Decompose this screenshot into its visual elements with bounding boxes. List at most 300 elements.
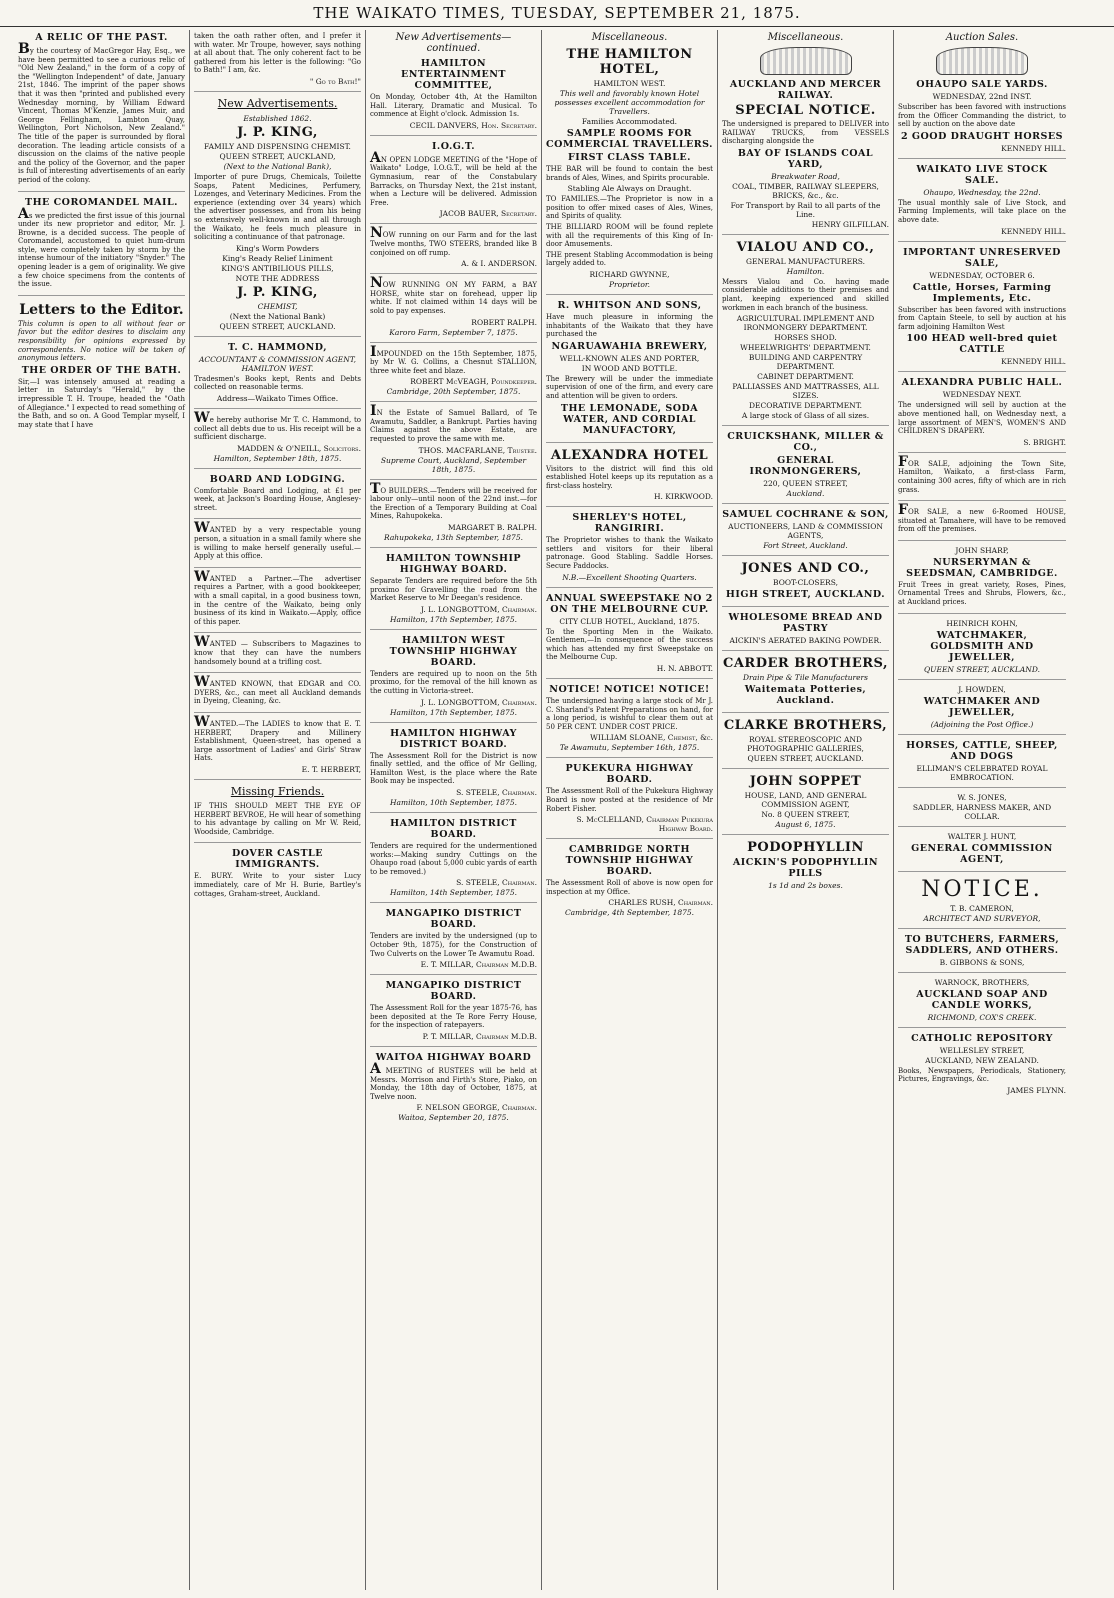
ad-body: WANTED KNOWN, that EDGAR and CO. DYERS, &c., can meet all Auckland demands in Dyeing, Cleaning, &c. bbox=[194, 674, 361, 706]
ad-intro: This well and favorably known Hotel possesses excellent accommodation for Travellers. bbox=[554, 89, 705, 116]
ad-ws-jones bbox=[898, 793, 1066, 827]
ad-date: Hamilton, September 18th, 1875. bbox=[213, 453, 342, 463]
ad-title: AUCKLAND AND MERCER RAILWAY. bbox=[729, 79, 882, 101]
ad-signature: P. T. MILLAR, Chairman M.D.B. bbox=[422, 1031, 537, 1041]
ad-dept: HORSES SHOD. bbox=[774, 333, 837, 343]
ad-line: SAMPLE ROOMS FOR COMMERCIAL TRAVELLERS. bbox=[546, 128, 713, 150]
ad-title: HEINRICH KOHN, bbox=[946, 618, 1018, 628]
ad-location: HAMILTON WEST. bbox=[593, 79, 666, 88]
ad-signature: ROBERT McVEAGH, Poundkeeper. bbox=[410, 377, 537, 387]
ad-title: NOTICE! NOTICE! NOTICE! bbox=[549, 684, 710, 696]
ad-date: WEDNESDAY, OCTOBER 6. bbox=[929, 270, 1035, 280]
ad-body: The usual monthly sale of Live Stock, and Farming Implements, will take place on the above date. bbox=[898, 198, 1066, 224]
ad-lot: 2 GOOD DRAUGHT HORSES bbox=[901, 130, 1063, 142]
ad-title: CATHOLIC REPOSITORY bbox=[911, 1032, 1053, 1044]
ad-date: Te Awamutu, September 16th, 1875. bbox=[559, 743, 700, 753]
ad-body: WANTED by a very respectable young person, a situation in a small family where she is willing to make herself generally useful.—Apply at this office. bbox=[194, 520, 361, 561]
ad-name: T. B. CAMERON, bbox=[950, 903, 1014, 913]
ad-body: WANTED.—The LADIES to know that E. T. HERBERT, Drapery and Millinery Establishment, Queen-street, has opened a large assortment of Ladies' and Girls' Straw Hats. bbox=[194, 713, 361, 763]
ad-signature: S. STEELE, Chairman. bbox=[456, 787, 537, 797]
ad-waitoa bbox=[370, 1052, 537, 1127]
ad-body: WANTED a Partner.—The advertiser requires a Partner, with a good bookkeeper, with a small capital, in a good business town, in the centre of the Waikato, being only business of its kind in Waikato.—Apply, office of this paper. bbox=[194, 568, 361, 626]
ad-body: The Assessment Roll for the year 1875-76, has been deposited at the Te Rore Ferry House, for the inspection of ratepayers. bbox=[370, 1004, 537, 1030]
ad-body: The undersigned having a large stock of Mr J. C. Sharland's Patent Preparations on hand, for a long period, is wishful to clear them out at 50 PER CENT. UNDER COST PRICE. bbox=[546, 697, 713, 731]
ad-title: I.O.G.T. bbox=[431, 140, 475, 152]
ad-body: We hereby authorise Mr T. C. Hammond, to collect all debts due to us. His receipt will be a sufficient discharge. bbox=[194, 409, 361, 442]
ad-dover bbox=[194, 848, 361, 904]
ad-subtitle: ACCOUNTANT & COMMISSION AGENT, HAMILTON WEST. bbox=[198, 354, 357, 373]
ad-title: HAMILTON HIGHWAY DISTRICT BOARD. bbox=[390, 727, 517, 750]
ad-subtitle: ROYAL STEREOSCOPIC AND PHOTOGRAPHIC GALLERIES, bbox=[747, 735, 864, 754]
letter-body: taken the oath rather often, and I prefer it with water. Mr Troupe, however, says nothing at all about that. The only coherent fact to be gathered from his letter is the following: "Go to Bath!" I am, &c. bbox=[194, 32, 361, 75]
ad-signature: A. & I. ANDERSON. bbox=[461, 259, 537, 269]
ad-body: FOR SALE, adjoining the Town Site, Hamilton, Waikato, a first-class Farm, containing 300 acres, fifty of which are in rich grass. bbox=[898, 453, 1066, 494]
ad-brewery: NGARUAWAHIA BREWERY, bbox=[551, 340, 708, 352]
ad-subtitle: Ohaupo, Wednesday, the 22nd. bbox=[923, 187, 1041, 197]
ad-date: Hamilton, 17th September, 1875. bbox=[389, 614, 517, 624]
ad-subtitle: HOUSE, LAND, AND GENERAL COMMISSION AGENT, bbox=[744, 791, 867, 810]
section-heading: Missing Friends. bbox=[230, 784, 325, 798]
ad-title: ALEXANDRA PUBLIC HALL. bbox=[901, 377, 1063, 389]
ad-wanted-2 bbox=[194, 568, 361, 634]
ad-title: CLARKE BROTHERS, bbox=[723, 718, 888, 734]
ad-signature: JAMES FLYNN. bbox=[1007, 1085, 1066, 1095]
article-relic bbox=[18, 32, 185, 192]
ad-title: J. P. KING, bbox=[237, 124, 318, 140]
ad-road: Breakwater Road, bbox=[771, 171, 840, 181]
ad-signature: KENNEDY HILL. bbox=[1001, 226, 1066, 236]
ad-sharp bbox=[898, 546, 1066, 614]
ad-sweepstake bbox=[546, 593, 713, 679]
ad-date: Hamilton, 14th September, 1875. bbox=[389, 888, 517, 898]
section-heading: New Advertisements—continued. bbox=[395, 32, 512, 54]
ad-pukekura bbox=[546, 763, 713, 839]
ad-title: HAMILTON DISTRICT BOARD. bbox=[390, 817, 517, 840]
ad-line: IN WOOD AND BOTTLE. bbox=[581, 363, 678, 373]
ad-impounded bbox=[370, 343, 537, 403]
column-6 bbox=[894, 30, 1070, 1590]
column-5 bbox=[718, 30, 894, 1590]
ad-title: JOHN SHARP, bbox=[955, 545, 1009, 555]
ad-title: BOARD AND LODGING. bbox=[209, 473, 346, 485]
ad-date: Waitoa, September 20, 1875. bbox=[398, 1113, 509, 1123]
ad-title: IMPORTANT UNRESERVED SALE, bbox=[903, 246, 1061, 269]
ad-address: Fort Street, Auckland. bbox=[763, 541, 848, 551]
letter-signature: " Go to Bath!" bbox=[309, 76, 361, 86]
ad-signature: F. NELSON GEORGE, Chairman. bbox=[416, 1103, 537, 1113]
ad-signature: WILLIAM SLOANE, Chemist, &c. bbox=[590, 733, 713, 743]
ad-dept: PALLIASSES AND MATTRASSES, ALL SIZES. bbox=[732, 382, 879, 401]
ad-alexandra-hotel bbox=[546, 448, 713, 508]
ad-subtitle: WATCHMAKER, GOLDSMITH AND JEWELLER, bbox=[930, 629, 1034, 663]
ad-city: Auckland. bbox=[786, 489, 825, 499]
ad-signature: H. N. ABBOTT. bbox=[656, 664, 713, 674]
ad-next: (Next to the National Bank), bbox=[223, 161, 332, 171]
ad-body: IMPOUNDED on the 15th September, 1875, by Mr W. G. Collins, a Chesnut STALLION, three white feet and blaze. bbox=[370, 343, 537, 375]
ad-trade: FAMILY AND DISPENSING CHEMIST. bbox=[204, 141, 351, 151]
ad-horses-cattle bbox=[898, 740, 1066, 788]
ad-body: Tenders are invited by the undersigned (up to October 9th, 1875), for the Construction of Two Culverts on the Lower Te Awamutu Road. bbox=[370, 932, 537, 958]
ad-whitson bbox=[546, 300, 713, 443]
ad-yard: BAY OF ISLANDS COAL YARD, bbox=[737, 147, 874, 170]
ad-title: VIALOU AND CO., bbox=[736, 239, 875, 255]
ad-subtitle: AICKIN'S AERATED BAKING POWDER. bbox=[729, 636, 882, 646]
ad-date: WEDNESDAY NEXT. bbox=[942, 390, 1022, 400]
ad-product: King's Ready Relief Liniment bbox=[222, 253, 333, 263]
ad-title: MANGAPIKO DISTRICT BOARD. bbox=[385, 908, 522, 931]
ad-body: NOW RUNNING ON MY FARM, a BAY HORSE, white star on forehead, upper lip white. If not claimed within 14 days will be sold to pay expenses. bbox=[370, 275, 537, 315]
ad-title: J. P. KING, bbox=[237, 284, 318, 300]
ad-title: HORSES, CATTLE, SHEEP, AND DOGS bbox=[906, 739, 1058, 762]
ad-subtitle: GENERAL MANUFACTURERS. bbox=[746, 256, 865, 266]
ad-body: E. BURY. Write to your sister Lucy immediately, care of Mr H. Burie, Bartley's cottages, Graham-street, Auckland. bbox=[194, 872, 361, 898]
ad-title: WARNOCK, BROTHERS, bbox=[934, 977, 1030, 987]
article-body: By the courtesy of MacGregor Hay, Esq., we have been permitted to see a curious relic of "Old New Zealand," in the form of a copy of the "Wellington Independent" of date, January 21st, 1846. The imprint of the paper shows that it was then "printed and published every Wednesday morning, by William Edward Vincent, Thomas M'Kenzie, James Muir, and George Fellingham, Lambton Quay, Wellington, Port Nicholson, New Zealand." The title of the paper is surrounded by floral decoration. The leading article consists of a discussion on the claims of the native people and the policy of the Governor, and the paper is full of interesting advertisements of an early period of the colony. bbox=[18, 41, 185, 184]
ad-title: MANGAPIKO DISTRICT BOARD. bbox=[385, 980, 522, 1003]
ad-body: The Brewery will be under the immediate supervision of one of the firm, and every care and attention will be given to orders. bbox=[546, 374, 713, 400]
ad-madden bbox=[194, 409, 361, 469]
ad-body: The undersigned is prepared to DELIVER into RAILWAY TRUCKS, from VESSELS discharging alongside the bbox=[722, 120, 889, 146]
ad-location: Hamilton. bbox=[786, 266, 825, 276]
ad-body: Comfortable Board and Lodging, at £1 per week, at Jackson's Boarding House, Anglesey-street. bbox=[194, 486, 361, 512]
ad-body: Importer of pure Drugs, Chemicals, Toilette Soaps, Patent Medicines, Perfumery, Lozenges, and Veterinary Medicines. From the experience (extending over 34 years) which the advertiser possesses, and from his being so extensively well-known in and all through the Waikato, he feels much pleasure in soliciting a continuance of that patronage. bbox=[194, 172, 361, 242]
letter-continued bbox=[194, 32, 361, 92]
ad-special: SPECIAL NOTICE. bbox=[735, 103, 876, 118]
article-body: As we predicted the first issue of this journal under its new proprietor and editor, Mr. J. Browne, is a decided success. The people of Coromandel, accustomed to quiet hum-drum style, were completely taken by storm by the intense humour of the initiatory "Snyder." The opening leader is a gem of originality. We give a few choice specimens from the contents of the issue. bbox=[18, 205, 185, 289]
ad-shelley bbox=[546, 512, 713, 587]
ad-title: HAMILTON TOWNSHIP HIGHWAY BOARD. bbox=[385, 553, 522, 576]
ad-address: QUEEN STREET, AUCKLAND. bbox=[219, 321, 336, 331]
ad-body: FOR SALE, a new 6-Roomed HOUSE, situated at Tamahere, will have to be removed from off the premises. bbox=[898, 502, 1066, 534]
ad-missing bbox=[194, 802, 361, 843]
ad-mangapiko-1 bbox=[370, 908, 537, 975]
cattle-engraving-icon bbox=[936, 47, 1028, 75]
ad-clarke bbox=[722, 718, 889, 769]
ad-body: Have much pleasure in informing the inhabitants of the Waikato that they have purchased the bbox=[546, 312, 713, 339]
ad-subtitle: ARCHITECT AND SURVEYOR, bbox=[923, 913, 1041, 923]
letter-title: THE ORDER OF THE BATH. bbox=[21, 364, 182, 376]
ad-next: (Next the National Bank) bbox=[229, 311, 326, 321]
ad-jones bbox=[722, 561, 889, 607]
ad-title: DOVER CASTLE IMMIGRANTS. bbox=[232, 848, 323, 871]
ad-subtitle: CHEMIST, bbox=[257, 301, 298, 311]
ad-title: WAITOA HIGHWAY BOARD bbox=[375, 1051, 532, 1063]
ad-name: B. GIBBONS & SONS, bbox=[939, 957, 1025, 967]
established: Established 1862. bbox=[243, 113, 312, 123]
ad-builders bbox=[370, 480, 537, 548]
ad-date: Karoro Farm, September 7, 1875. bbox=[389, 327, 518, 337]
ad-works: Waitemata Potteries, Auckland. bbox=[744, 684, 867, 707]
ad-body: On Monday, October 4th, At the Hamilton Hall. Literary, Dramatic and Musical. To commence at Eight o'clock. Admission 1s. bbox=[370, 93, 537, 119]
ad-title: NOTICE. bbox=[921, 876, 1043, 902]
ad-title: THE HAMILTON HOTEL, bbox=[566, 47, 693, 77]
ad-title: PUKEKURA HIGHWAY BOARD. bbox=[565, 763, 694, 786]
ad-title: TO BUTCHERS, FARMERS, SADDLERS, AND OTHERS. bbox=[904, 933, 1060, 956]
ad-bread bbox=[722, 612, 889, 651]
ad-wanted-3 bbox=[194, 634, 361, 673]
ad-signature: MADDEN & O'NEILL, Solicitors. bbox=[237, 443, 361, 453]
ad-body: The Assessment Roll of the Pukekura Highway Board is now posted at the residence of Mr Robert Fisher. bbox=[546, 787, 713, 813]
ad-signature: ROBERT RALPH. bbox=[471, 317, 537, 327]
ad-iogt bbox=[370, 141, 537, 225]
ad-butchers bbox=[898, 934, 1066, 973]
ad-signature: J. L. LONGBOTTOM, Chairman. bbox=[420, 604, 537, 614]
ad-body: THE present Stabling Accommodation is being largely added to. bbox=[546, 250, 713, 268]
column-3 bbox=[366, 30, 542, 1590]
ad-wanted-1 bbox=[194, 520, 361, 567]
ad-estate bbox=[370, 403, 537, 479]
ad-title: SHERLEY'S HOTEL, RANGIRIRI. bbox=[572, 512, 687, 535]
ad-wanted-4 bbox=[194, 674, 361, 713]
ad-title: HAMILTON ENTERTAINMENT COMMITTEE, bbox=[400, 58, 507, 91]
column-2 bbox=[190, 30, 366, 1590]
ad-body: Subscriber has been favored with instructions from the Officer Commanding the district, to sell by auction on the above date bbox=[898, 103, 1066, 129]
ad-signature: S. STEELE, Chairman. bbox=[456, 878, 537, 888]
ad-body: THE BAR will be found to contain the best brands of Ales, Wines, and Spirits procurable. bbox=[546, 165, 713, 182]
ad-title: CARDER BROTHERS, bbox=[723, 656, 888, 672]
ad-subtitle: WATCHMAKER AND JEWELLER, bbox=[923, 695, 1041, 718]
ad-notice bbox=[546, 684, 713, 758]
ad-price: 1s 1d and 2s boxes. bbox=[768, 881, 843, 891]
ad-subtitle: AUCKLAND SOAP AND CANDLE WORKS, bbox=[916, 988, 1048, 1011]
letter-body: Sir,—I was intensely amused at reading a letter in Saturday's "Herald," by the irrepressible T. H. Troupe, headed the "Oath of Allegiance." I expected to read something of the Bath, and so on. A Good Templar myself, I may state that I have bbox=[18, 377, 185, 429]
ad-hhdb bbox=[370, 728, 537, 813]
ad-cambridge-north bbox=[546, 844, 713, 922]
ad-body: Books, Newspapers, Periodicals, Stationery, Pictures, Engravings, &c. bbox=[898, 1066, 1066, 1084]
ad-subtitle: BOOT-CLOSERS, bbox=[773, 578, 838, 588]
ad-hdb bbox=[370, 818, 537, 903]
ad-subtitle: GENERAL IRONMONGERERS, bbox=[749, 455, 862, 478]
ad-owner: RICHARD GWYNNE, bbox=[589, 269, 670, 279]
ad-title: WHOLESOME BREAD AND PASTRY bbox=[728, 612, 883, 635]
ad-dept: BUILDING AND CARPENTRY DEPARTMENT. bbox=[748, 353, 863, 372]
ad-line: Stabling Ale Always on Draught. bbox=[567, 184, 692, 194]
ad-signature: KENNEDY HILL. bbox=[1001, 357, 1066, 367]
article-title: THE COROMANDEL MAIL. bbox=[25, 196, 178, 208]
ad-hamilton-hotel bbox=[546, 47, 713, 295]
ad-body: The Assessment Roll of above is now open for inspection at my Office. bbox=[546, 879, 713, 896]
ad-signature: H. KIRKWOOD. bbox=[654, 492, 713, 502]
ad-dept: WHEELWRIGHTS' DEPARTMENT. bbox=[740, 343, 871, 353]
ad-dept: CABINET DEPARTMENT. bbox=[757, 372, 854, 382]
ad-body: A MEETING of RUSTEES will be held at Messrs. Morrison and Firth's Store, Piako, on Monday, the 18th day of October, 1875, at Twelve noon. bbox=[370, 1060, 537, 1101]
ad-date: Hamilton, 10th September, 1875. bbox=[389, 797, 517, 807]
ad-title: CRUICKSHANK, MILLER & CO., bbox=[727, 431, 884, 454]
ad-lemonade: THE LEMONADE, SODA WATER, AND CORDIAL MANUFACTORY, bbox=[560, 402, 699, 436]
ad-subtitle: Drain Pipe & Tile Manufacturers bbox=[743, 673, 868, 683]
ad-title: ANNUAL SWEEPSTAKE NO 2 ON THE MELBOURNE CUP. bbox=[546, 592, 713, 615]
ad-body: The undersigned will sell by auction at the above mentioned hall, on Wednesday next, a large assortment of MEN'S, WOMEN'S AND CHILDREN'S DRAPERY. bbox=[898, 401, 1066, 436]
ad-subtitle: NURSERYMAN & SEEDSMAN, CAMBRIDGE. bbox=[906, 556, 1058, 579]
ad-product: King's Worm Powders bbox=[235, 243, 320, 253]
ad-ohaupo bbox=[898, 79, 1066, 159]
ad-wanted-5 bbox=[194, 713, 361, 780]
ad-for-sale-2 bbox=[898, 502, 1066, 541]
letters-section bbox=[18, 302, 185, 436]
ad-hwthb bbox=[370, 635, 537, 723]
ad-signature: CHARLES RUSH, Chairman. bbox=[608, 898, 713, 908]
ad-dept: A large stock of Glass of all sizes. bbox=[741, 411, 870, 421]
ad-body: Tradesmen's Books kept, Rents and Debts collected on reasonable terms. bbox=[194, 374, 361, 392]
ad-hthb bbox=[370, 553, 537, 630]
ad-hammond bbox=[194, 342, 361, 409]
ad-subtitle: WELLESLEY STREET, bbox=[939, 1045, 1025, 1055]
ad-warnock bbox=[898, 978, 1066, 1028]
ad-address: Address—Waikato Times Office. bbox=[216, 393, 339, 403]
ad-farm-1 bbox=[370, 225, 537, 274]
newspaper-columns bbox=[14, 30, 1102, 1590]
ad-address: (Adjoining the Post Office.) bbox=[930, 719, 1034, 729]
letters-note: This column is open to all without fear or favor but the editor desires to disclaim any responsibility for opinions expressed by correspondents. No notice will be taken of anonymous letters. bbox=[18, 319, 185, 363]
ad-kohn bbox=[898, 619, 1066, 680]
ad-catholic bbox=[898, 1033, 1066, 1100]
ad-subtitle: GENERAL COMMISSION AGENT, bbox=[911, 842, 1053, 865]
ad-vialou bbox=[722, 240, 889, 426]
ad-livestock bbox=[898, 164, 1066, 242]
ad-howden bbox=[898, 685, 1066, 735]
ad-signature: S. McCLELLAND, Chairman Pukekura Highway Board. bbox=[576, 815, 713, 834]
column-4 bbox=[542, 30, 718, 1590]
ad-dept: DECORATIVE DEPARTMENT. bbox=[748, 401, 863, 411]
ad-subtitle: AICKIN'S PODOPHYLLIN PILLS bbox=[732, 857, 879, 880]
ad-date: Supreme Court, Auckland, September 18th, 1875. bbox=[380, 455, 527, 474]
ad-note: N.B.—Excellent Shooting Quarters. bbox=[562, 572, 697, 582]
ad-subtitle: CITY CLUB HOTEL, Auckland, 1875. bbox=[559, 616, 700, 626]
ad-date: Cambridge, 20th September, 1875. bbox=[386, 387, 521, 397]
ad-address: QUEEN STREET, AUCKLAND. bbox=[924, 664, 1040, 674]
ad-body: THE BILLIARD ROOM will be found replete with all the requirements of this King of In-door Amusements. bbox=[546, 222, 713, 249]
ad-cruickshank bbox=[722, 431, 889, 504]
ad-notice-cameron bbox=[898, 877, 1066, 929]
ad-address: 220, QUEEN STREET, bbox=[763, 479, 848, 489]
ad-mangapiko-2 bbox=[370, 980, 537, 1047]
ad-address: AUCKLAND, NEW ZEALAND. bbox=[925, 1055, 1039, 1065]
ad-signature: MARGARET B. RALPH. bbox=[448, 523, 537, 533]
ad-signature: E. T. HERBERT, bbox=[301, 764, 361, 774]
ad-alexandra-hall bbox=[898, 377, 1066, 452]
ad-title: WAIKATO LIVE STOCK SALE. bbox=[916, 163, 1048, 186]
ad-railway bbox=[722, 79, 889, 235]
ad-body: TO BUILDERS.—Tenders will be received for labour only—until noon of the 22nd inst.—for the Erection of a Temporary Building at Coal Mines, Rahupokeka. bbox=[370, 480, 537, 521]
ad-body: Fruit Trees in great variety, Roses, Pines, Ornamental Trees and Shrubs, Flowers, &c., at Auckland prices. bbox=[898, 580, 1066, 607]
ad-unreserved bbox=[898, 247, 1066, 373]
ad-address: RICHMOND, COX'S CREEK. bbox=[927, 1012, 1037, 1022]
ad-body: NOW running on our Farm and for the last Twelve months, TWO STEERS, branded like B conjoined on off rump. bbox=[370, 225, 537, 257]
train-engraving-icon bbox=[760, 47, 852, 75]
ad-title: J. HOWDEN, bbox=[958, 684, 1006, 694]
ad-transport: For Transport by Rail to all parts of the Line. bbox=[730, 200, 881, 219]
ad-signature: JACOB BAUER, Secretary. bbox=[439, 209, 537, 219]
ad-title: PODOPHYLLIN bbox=[747, 840, 864, 856]
ad-subtitle: AUCTIONEERS, LAND & COMMISSION AGENTS, bbox=[728, 522, 883, 541]
ad-title: JOHN SOPPET bbox=[749, 774, 862, 790]
ad-body: Messrs Vialou and Co. having made considerable additions to their premises and plant, keeping experienced and skilled workmen in each branch of the business. bbox=[722, 277, 889, 312]
ad-hunt bbox=[898, 832, 1066, 872]
ad-title: T. C. HAMMOND, bbox=[227, 341, 327, 353]
ad-title: SAMUEL COCHRANE & SON, bbox=[722, 509, 889, 521]
ad-lots: Cattle, Horses, Farming Implements, Etc. bbox=[912, 281, 1052, 304]
section-heading: Miscellaneous. bbox=[767, 32, 844, 43]
ad-signature: E. T. MILLAR, Chairman M.D.B. bbox=[420, 960, 537, 970]
ad-signature: CECIL DANVERS, Hon. Secretary. bbox=[409, 120, 537, 130]
ad-body: WANTED — Subscribers to Magazines to know that they can have the numbers handsomely bound at a trifling cost. bbox=[194, 634, 361, 666]
ad-cochrane bbox=[722, 509, 889, 556]
ad-address: No. 8 QUEEN STREET, bbox=[761, 810, 850, 820]
ad-date: Hamilton, 17th September, 1875. bbox=[389, 707, 517, 717]
ad-subtitle: SADDLER, HARNESS MAKER, AND COLLAR. bbox=[912, 802, 1052, 821]
ad-body: TO FAMILIES.—The Proprietor is now in a position to offer mixed cases of Ales, Wines, and Spirits of quality. bbox=[546, 195, 713, 221]
ad-body: IF THIS SHOULD MEET THE EYE OF HERBERT BEVROE, He will hear of something to his advantage by calling on Mr W. Reid, Woodside, Cambridge. bbox=[194, 801, 361, 836]
section-heading: Auction Sales. bbox=[945, 32, 1019, 43]
ad-for-sale-1 bbox=[898, 453, 1066, 501]
ad-items: COAL, TIMBER, RAILWAY SLEEPERS, BRICKS, &c., &c. bbox=[732, 181, 879, 200]
ad-entertainment bbox=[370, 58, 537, 136]
ad-body: Subscriber has been favored with instructions from Captain Steele, to sell by auction at his farm adjoining Hamilton West bbox=[898, 305, 1066, 331]
ad-soppet bbox=[722, 774, 889, 835]
section-heading: Miscellaneous. bbox=[591, 32, 668, 43]
ad-king bbox=[194, 114, 361, 337]
ad-product: KING'S ANTIBILIOUS PILLS, bbox=[221, 263, 334, 273]
ad-signature: HENRY GILFILLAN. bbox=[811, 219, 889, 229]
ad-board bbox=[194, 474, 361, 520]
ad-body: The Assessment Roll for the District is now finally settled, and the office of Mr Gelling, Hamilton West, is the place where the Rate Book may be inspected. bbox=[370, 751, 537, 786]
ad-date: August 6, 1875. bbox=[775, 820, 836, 830]
ad-role: Proprietor. bbox=[608, 279, 651, 289]
ad-date: Cambridge, 4th September, 1875. bbox=[564, 908, 695, 918]
ad-line: FIRST CLASS TABLE. bbox=[568, 152, 691, 163]
ad-signature: KENNEDY HILL. bbox=[1001, 143, 1066, 153]
ad-title: ALEXANDRA HOTEL bbox=[550, 447, 709, 463]
ad-subtitle: ELLIMAN'S CELEBRATED ROYAL EMBROCATION. bbox=[916, 763, 1048, 782]
ad-address: HIGH STREET, AUCKLAND. bbox=[725, 589, 886, 601]
ad-date: WEDNESDAY, 22nd INST. bbox=[932, 92, 1032, 101]
ad-title: JONES AND CO., bbox=[741, 561, 870, 577]
ad-lot: 100 HEAD well-bred quiet CATTLE bbox=[906, 333, 1058, 356]
ad-title: CAMBRIDGE NORTH TOWNSHIP HIGHWAY BOARD. bbox=[565, 844, 694, 878]
ad-farm-2 bbox=[370, 275, 537, 342]
ad-body: Tenders are required up to noon on the 5th proximo, for the removal of the hill known as the cutting in Victoria-street. bbox=[370, 669, 537, 695]
masthead: THE WAIKATO TIMES, TUESDAY, SEPTEMBER 21, 1875. bbox=[0, 0, 1114, 27]
ad-title: R. WHITSON AND SONS, bbox=[557, 299, 702, 311]
ad-address: QUEEN STREET, AUCKLAND, bbox=[219, 151, 336, 161]
article-coromandel bbox=[18, 197, 185, 296]
ad-dept: AGRICULTURAL IMPLEMENT AND IRONMONGERY DEPARTMENT. bbox=[736, 314, 875, 333]
ad-signature: THOS. MACFARLANE, Trustee. bbox=[418, 445, 537, 455]
letters-title: Letters to the Editor. bbox=[19, 301, 184, 318]
article-title: A RELIC OF THE PAST. bbox=[35, 32, 168, 43]
ad-podophyllin bbox=[722, 840, 889, 895]
ad-body: Visitors to the district will find this old established Hotel keeps up its reputation as a first-class hostelry. bbox=[546, 464, 713, 490]
ad-body: To the Sporting Men in the Waikato. Gentlemen,—In consequence of the success which has attended my first Sweepstake on the Melbourne Cup. bbox=[546, 627, 713, 662]
ad-title: WALTER J. HUNT, bbox=[947, 831, 1017, 841]
section-heading: New Advertisements. bbox=[217, 96, 338, 110]
ad-body: Tenders are required for the undermentioned works:—Making sundry Cuttings on the Ohaupo road (about 5,000 cubic yards of earth to be removed.) bbox=[370, 841, 537, 876]
ad-line: Families Accommodated. bbox=[581, 117, 678, 126]
ad-signature: S. BRIGHT. bbox=[1023, 437, 1066, 447]
ad-title: OHAUPO SALE YARDS. bbox=[916, 79, 1048, 90]
ad-address: QUEEN STREET, AUCKLAND. bbox=[747, 754, 864, 764]
ad-body: Separate Tenders are required before the 5th proximo for Gravelling the road from the Market Reserve to Mr Deegan's residence. bbox=[370, 577, 537, 603]
ad-signature: J. L. LONGBOTTOM, Chairman. bbox=[420, 697, 537, 707]
column-1 bbox=[14, 30, 190, 1590]
ad-body: The Proprietor wishes to thank the Waikato settlers and visitors for their liberal patronage. Good Stabling. Saddle Horses. Secure Paddocks. bbox=[546, 536, 713, 571]
ad-carder bbox=[722, 656, 889, 713]
ad-body: AN OPEN LODGE MEETING of the "Hope of Waikato" Lodge, I.O.G.T., will be held at the Gymnasium, rear of the Constabulary Barracks, on Thursday Next, the 21st instant, when a Lecture will be delivered. Admission Free. bbox=[370, 149, 537, 207]
ad-line: WELL-KNOWN ALES AND PORTER, bbox=[559, 353, 700, 363]
ad-body: IN the Estate of Samuel Ballard, of Te Awamutu, Saddler, a Bankrupt. Parties having Claims against the above Estate, are requested to prove the same with me. bbox=[370, 403, 537, 444]
ad-title: HAMILTON WEST TOWNSHIP HIGHWAY BOARD. bbox=[389, 634, 518, 668]
ad-note: NOTE THE ADDRESS bbox=[235, 273, 320, 283]
